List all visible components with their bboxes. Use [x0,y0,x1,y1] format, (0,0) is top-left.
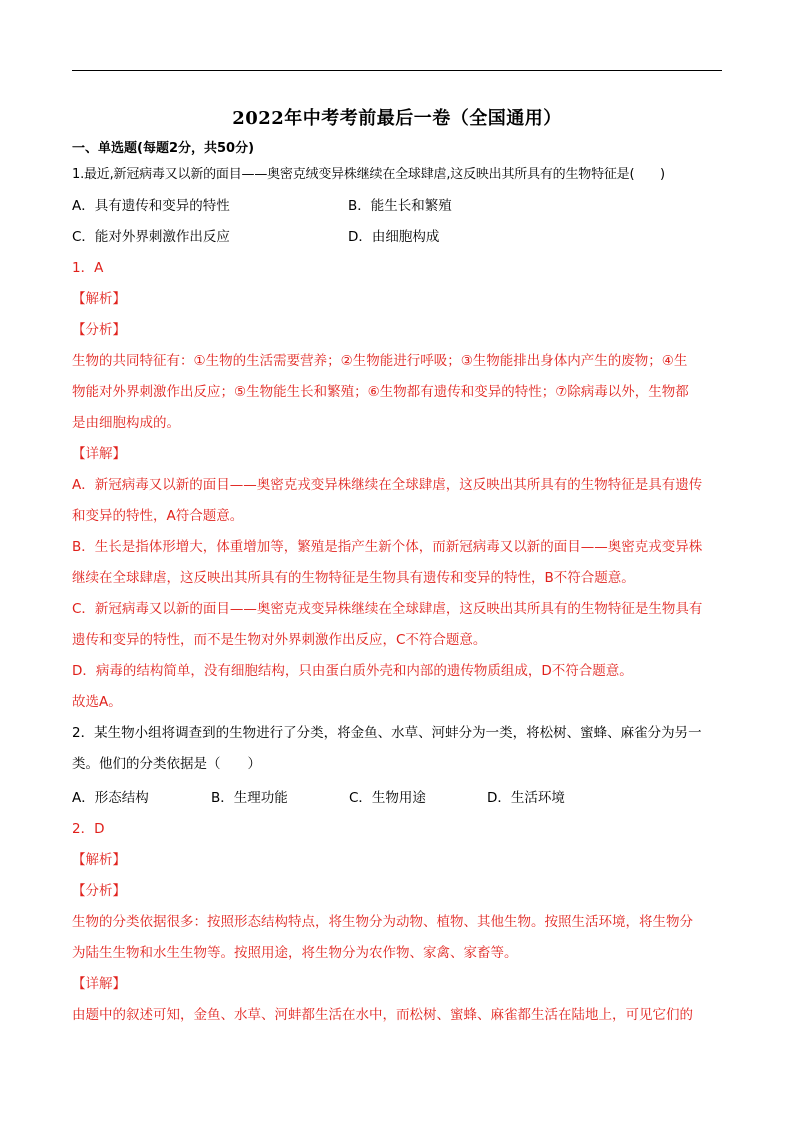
q2-option-a: A．形态结构 [72,790,149,806]
q1-xiangjie-label: 【详解】 [72,446,126,462]
q1-option-c: C．能对外界刺激作出反应 [72,229,230,245]
q1-jiexi-label: 【解析】 [72,291,126,307]
q2-fenxi-label: 【分析】 [72,883,126,899]
q1-fenxi-line-1: 生物的共同特征有：①生物的生活需要营养；②生物能进行呼吸；③生物能排出身体内产生的废物；④生 [72,353,688,369]
q1-stem: 1.最近,新冠病毒又以新的面目——奥密克绒变异株继续在全球肆虐,这反映出其所具有的生物特征是( ) [72,167,665,182]
q1-detail-line-1: A．新冠病毒又以新的面目——奥密克戎变异株继续在全球肆虐，这反映出其所具有的生物特征是具有遗传 [72,477,703,493]
q1-fenxi-line-2: 物能对外界刺激作出反应；⑤生物能生长和繁殖；⑥生物都有遗传和变异的特性；⑦除病毒以外，生物都 [72,384,689,400]
q1-fenxi-line-3: 是由细胞构成的。 [72,415,180,431]
q1-detail-line-7: D．病毒的结构简单，没有细胞结构，只由蛋白质外壳和内部的遗传物质组成，D不符合题意。 [72,663,633,679]
q2-stem-line-2: 类。他们的分类依据是（ ） [72,756,261,772]
q1-option-d: D．由细胞构成 [348,229,440,245]
q2-jiexi-label: 【解析】 [72,852,126,868]
page-title: 2022年中考考前最后一卷（全国通用） [232,108,562,129]
q2-detail-line-1: 由题中的叙述可知，金鱼、水草、河蚌都生活在水中，而松树、蜜蜂、麻雀都生活在陆地上，可见它们的 [72,1007,693,1023]
q1-answer: 1．A [72,260,104,276]
header-rule [72,70,722,71]
section-heading: 一、单选题(每题2分，共50分) [72,141,255,156]
q1-detail-line-2: 和变异的特性，A符合题意。 [72,508,244,524]
q1-detail-line-3: B．生长是指体形增大，体重增加等，繁殖是指产生新个体，而新冠病毒又以新的面目——奥密克戎变异株 [72,539,703,555]
q2-option-b: B．生理功能 [211,790,288,806]
q1-detail-line-4: 继续在全球肆虐，这反映出其所具有的生物特征是生物具有遗传和变异的特性，B不符合题意。 [72,570,635,586]
q1-option-a: A．具有遗传和变异的特性 [72,198,230,214]
q1-conclusion: 故选A。 [72,694,122,710]
q1-option-b: B．能生长和繁殖 [348,198,452,214]
q1-detail-line-5: C．新冠病毒又以新的面目——奥密克戎变异株继续在全球肆虐，这反映出其所具有的生物特征是生物具有 [72,601,703,617]
q1-fenxi-label: 【分析】 [72,322,126,338]
q2-fenxi-line-2: 为陆生生物和水生生物等。按照用途，将生物分为农作物、家禽、家畜等。 [72,945,518,961]
q2-answer: 2．D [72,821,105,837]
q2-fenxi-line-1: 生物的分类依据很多：按照形态结构特点，将生物分为动物、植物、其他生物。按照生活环境，将生物分 [72,914,693,930]
q1-detail-line-6: 遗传和变异的特性，而不是生物对外界刺激作出反应，C不符合题意。 [72,632,487,648]
q2-xiangjie-label: 【详解】 [72,976,126,992]
q2-option-d: D．生活环境 [487,790,565,806]
q2-option-c: C．生物用途 [349,790,426,806]
q2-stem-line-1: 2．某生物小组将调查到的生物进行了分类，将金鱼、水草、河蚌分为一类，将松树、蜜蜂、麻雀分为另一 [72,725,702,741]
